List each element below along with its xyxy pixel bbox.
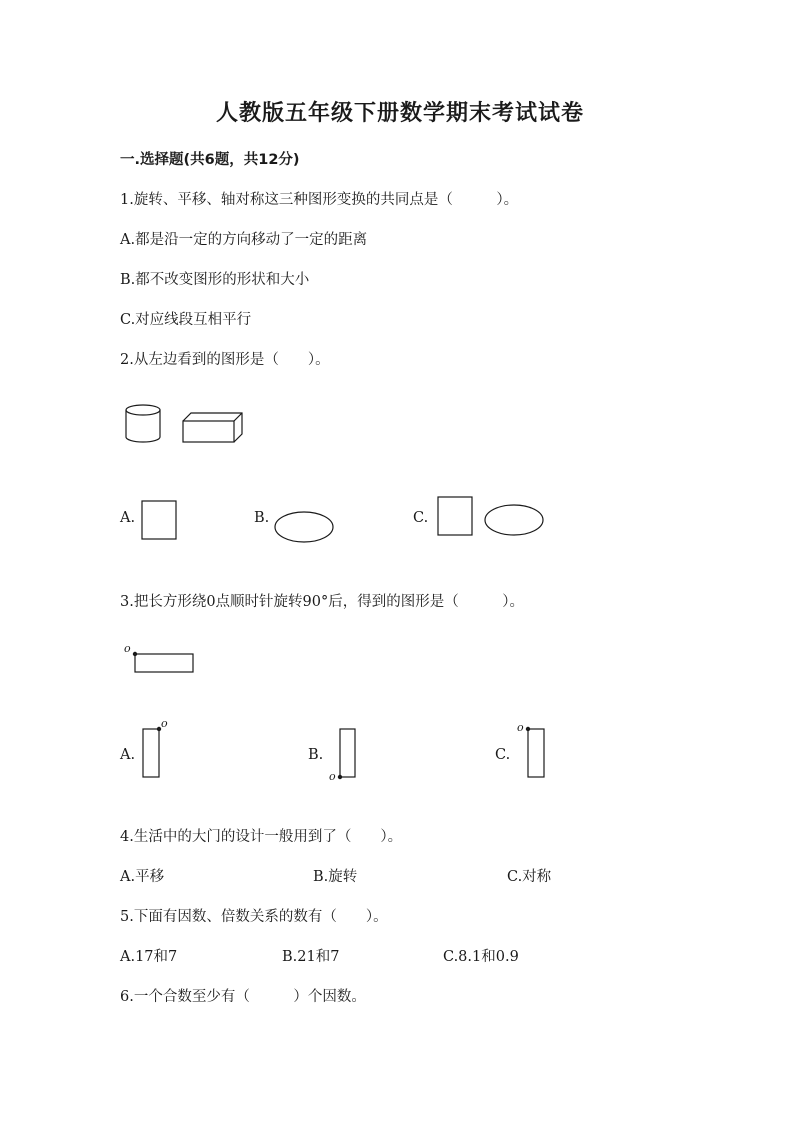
question-5-stem: 5.下面有因数、倍数关系的数有（ ）。 xyxy=(120,909,388,925)
question-2-option-b-ellipse xyxy=(275,512,333,542)
question-3-option-a-o-label: o xyxy=(161,717,168,730)
question-3-option-a[interactable]: A. xyxy=(120,747,136,763)
question-2-option-a-rectangle xyxy=(142,501,176,539)
question-2-option-b[interactable]: B. xyxy=(254,510,270,526)
cuboid-figure xyxy=(183,413,242,442)
question-4-stem: 4.生活中的大门的设计一般用到了（ ）。 xyxy=(120,829,403,845)
question-2-option-c[interactable]: C. xyxy=(413,510,429,526)
exam-title: 人教版五年级下册数学期末考试试卷 xyxy=(215,101,584,126)
question-3-stem: 3.把长方形绕0点顺时针旋转90°后，得到的图形是（ ）。 xyxy=(120,594,525,610)
question-2-option-c-rectangle xyxy=(438,497,472,535)
question-3-source-pivot xyxy=(133,652,137,656)
section-heading: 一.选择题(共6题，共12分) xyxy=(120,152,300,168)
question-3-option-c[interactable]: C. xyxy=(495,747,511,763)
question-4-option-a[interactable]: A.平移 xyxy=(120,869,165,885)
question-3-option-c-pivot xyxy=(526,727,530,731)
cylinder-figure xyxy=(126,405,160,442)
question-3-option-c-rectangle xyxy=(528,729,544,777)
question-3-option-a-rectangle xyxy=(143,729,159,777)
question-2-option-a[interactable]: A. xyxy=(120,510,136,526)
question-1-option-b[interactable]: B.都不改变图形的形状和大小 xyxy=(120,272,310,288)
question-3-option-c-o-label: o xyxy=(517,721,524,734)
question-3-option-b[interactable]: B. xyxy=(308,747,324,763)
question-4-option-b[interactable]: B.旋转 xyxy=(313,869,358,885)
question-3-option-b-o-label: o xyxy=(329,770,336,783)
question-5-option-c[interactable]: C.8.1和0.9 xyxy=(443,949,519,965)
question-2-option-c-ellipse xyxy=(485,505,543,535)
question-3-option-b-pivot xyxy=(338,775,342,779)
question-4-option-c[interactable]: C.对称 xyxy=(507,869,552,885)
question-3-option-b-rectangle xyxy=(340,729,355,777)
question-6-stem: 6.一个合数至少有（ ）个因数。 xyxy=(120,989,366,1005)
question-2-stem: 2.从左边看到的图形是（ ）。 xyxy=(120,352,330,368)
question-5-option-a[interactable]: A.17和7 xyxy=(120,949,178,965)
question-1-option-a[interactable]: A.都是沿一定的方向移动了一定的距离 xyxy=(120,232,368,248)
question-1-stem: 1.旋转、平移、轴对称这三种图形变换的共同点是（ ）。 xyxy=(120,192,519,208)
question-5-option-b[interactable]: B.21和7 xyxy=(282,949,340,965)
question-3-source-o-label: o xyxy=(124,642,131,655)
question-3-source-rectangle xyxy=(135,654,193,672)
question-1-option-c[interactable]: C.对应线段互相平行 xyxy=(120,312,252,328)
